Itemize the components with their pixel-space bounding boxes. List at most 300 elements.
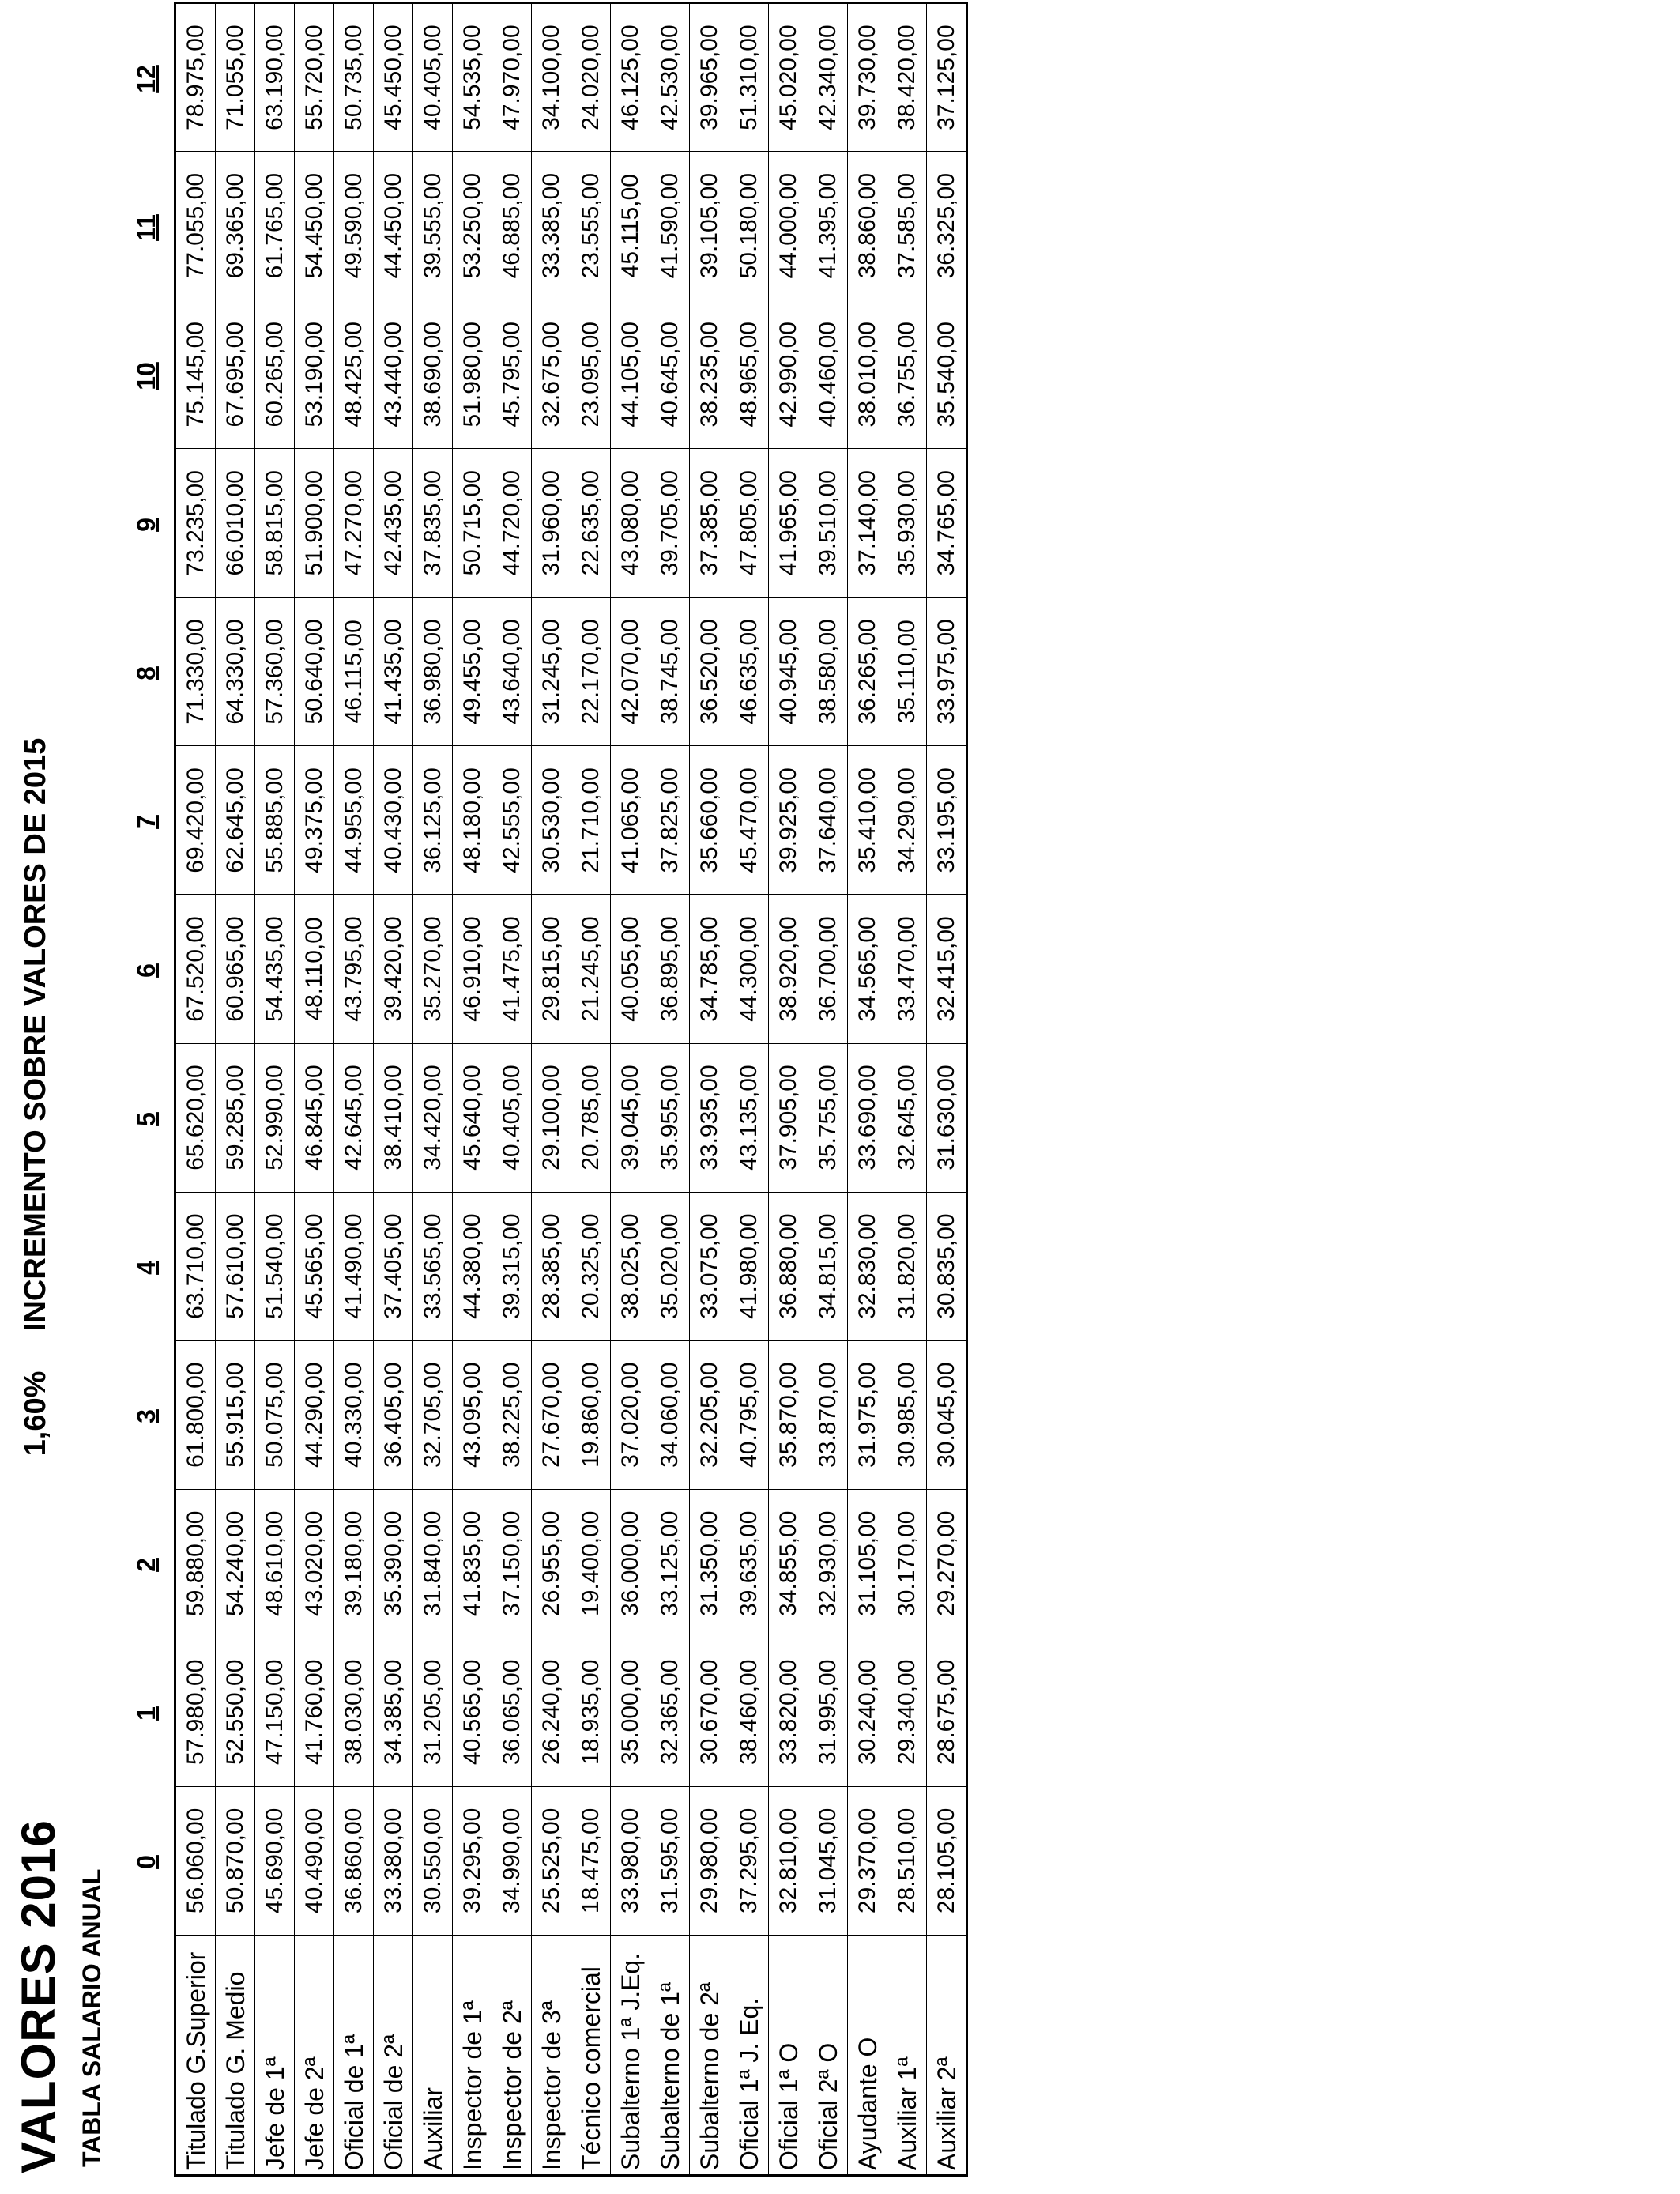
table-row: [690, 3, 729, 2176]
row-label: Auxiliar 2ª: [927, 1935, 967, 2175]
salary-cell: 30.170,00: [887, 1489, 927, 1638]
salary-cell: 45.470,00: [729, 746, 769, 895]
salary-cell: 41.760,00: [295, 1638, 334, 1786]
table-row: [255, 3, 295, 2176]
salary-cell: 34.565,00: [848, 895, 887, 1043]
salary-cell: 37.140,00: [848, 449, 887, 598]
salary-cell: 34.990,00: [492, 1786, 532, 1935]
table-row: [216, 3, 255, 2176]
salary-cell: 71.330,00: [175, 598, 216, 746]
salary-cell: 37.020,00: [611, 1340, 650, 1489]
salary-cell: 32.205,00: [690, 1340, 729, 1489]
salary-cell: 38.920,00: [769, 895, 808, 1043]
salary-cell: 33.975,00: [927, 598, 967, 746]
row-label: Jefe de 2ª: [295, 1935, 334, 2175]
salary-cell: 60.965,00: [216, 895, 255, 1043]
salary-cell: 42.435,00: [374, 449, 413, 598]
salary-cell: 54.450,00: [295, 152, 334, 300]
table-row: [453, 3, 492, 2176]
salary-cell: 28.675,00: [927, 1638, 967, 1786]
salary-cell: 57.610,00: [216, 1192, 255, 1340]
salary-cell: 49.455,00: [453, 598, 492, 746]
salary-cell: 44.720,00: [492, 449, 532, 598]
salary-cell: 35.955,00: [650, 1043, 690, 1192]
row-label: Inspector de 2ª: [492, 1935, 532, 2175]
salary-cell: 71.055,00: [216, 3, 255, 152]
salary-cell: 44.380,00: [453, 1192, 492, 1340]
salary-cell: 35.755,00: [808, 1043, 848, 1192]
salary-cell: 36.520,00: [690, 598, 729, 746]
table-subtitle: TABLA SALARIO ANUAL: [77, 1868, 106, 2167]
increment-note: [19, 0, 53, 2194]
salary-cell: 37.295,00: [729, 1786, 769, 1935]
salary-cell: 41.835,00: [453, 1489, 492, 1638]
salary-cell: 22.635,00: [571, 449, 611, 598]
salary-cell: 40.565,00: [453, 1638, 492, 1786]
salary-cell: 36.265,00: [848, 598, 887, 746]
salary-cell: 35.020,00: [650, 1192, 690, 1340]
salary-cell: 56.060,00: [175, 1786, 216, 1935]
salary-cell: 42.645,00: [334, 1043, 374, 1192]
column-header-4: 4: [132, 1261, 160, 1275]
column-header-8: 8: [132, 666, 160, 680]
salary-cell: 41.065,00: [611, 746, 650, 895]
salary-cell: 31.205,00: [413, 1638, 453, 1786]
salary-cell: 41.980,00: [729, 1192, 769, 1340]
salary-cell: 33.690,00: [848, 1043, 887, 1192]
column-header-3: 3: [132, 1409, 160, 1423]
salary-cell: 37.640,00: [808, 746, 848, 895]
salary-cell: 37.405,00: [374, 1192, 413, 1340]
salary-cell: 40.055,00: [611, 895, 650, 1043]
salary-cell: 29.980,00: [690, 1786, 729, 1935]
salary-cell: 37.825,00: [650, 746, 690, 895]
salary-cell: 18.475,00: [571, 1786, 611, 1935]
page-title: VALORES 2016: [12, 1819, 65, 2173]
salary-cell: 43.095,00: [453, 1340, 492, 1489]
salary-cell: 32.810,00: [769, 1786, 808, 1935]
table-row: [729, 3, 769, 2176]
salary-cell: 55.885,00: [255, 746, 295, 895]
salary-table: [174, 2, 968, 2177]
salary-cell: 39.555,00: [413, 152, 453, 300]
salary-cell: 36.860,00: [334, 1786, 374, 1935]
salary-cell: 41.490,00: [334, 1192, 374, 1340]
row-label: Subalterno de 1ª: [650, 1935, 690, 2175]
salary-cell: 38.690,00: [413, 300, 453, 449]
row-label: Ayudante O: [848, 1935, 887, 2175]
salary-cell: 57.980,00: [175, 1638, 216, 1786]
salary-cell: 44.450,00: [374, 152, 413, 300]
salary-cell: 40.430,00: [374, 746, 413, 895]
salary-cell: 44.105,00: [611, 300, 650, 449]
salary-cell: 40.405,00: [492, 1043, 532, 1192]
salary-cell: 32.930,00: [808, 1489, 848, 1638]
salary-cell: 54.435,00: [255, 895, 295, 1043]
salary-cell: 33.470,00: [887, 895, 927, 1043]
salary-cell: 39.315,00: [492, 1192, 532, 1340]
salary-cell: 45.565,00: [295, 1192, 334, 1340]
salary-cell: 50.640,00: [295, 598, 334, 746]
row-label: Oficial 1ª O: [769, 1935, 808, 2175]
salary-cell: 59.285,00: [216, 1043, 255, 1192]
salary-cell: 75.145,00: [175, 300, 216, 449]
salary-cell: 20.325,00: [571, 1192, 611, 1340]
table-row: [374, 3, 413, 2176]
salary-cell: 39.965,00: [690, 3, 729, 152]
column-header-0: 0: [132, 1855, 160, 1869]
salary-cell: 43.795,00: [334, 895, 374, 1043]
salary-cell: 35.660,00: [690, 746, 729, 895]
salary-cell: 65.620,00: [175, 1043, 216, 1192]
salary-cell: 51.540,00: [255, 1192, 295, 1340]
salary-cell: 63.710,00: [175, 1192, 216, 1340]
salary-cell: 48.110,00: [295, 895, 334, 1043]
salary-cell: 32.675,00: [532, 300, 571, 449]
salary-cell: 61.800,00: [175, 1340, 216, 1489]
salary-cell: 55.720,00: [295, 3, 334, 152]
salary-cell: 29.340,00: [887, 1638, 927, 1786]
salary-cell: 31.840,00: [413, 1489, 453, 1638]
salary-cell: 44.300,00: [729, 895, 769, 1043]
salary-cell: 30.240,00: [848, 1638, 887, 1786]
salary-cell: 46.115,00: [334, 598, 374, 746]
salary-cell: 50.075,00: [255, 1340, 295, 1489]
salary-cell: 77.055,00: [175, 152, 216, 300]
salary-cell: 36.125,00: [413, 746, 453, 895]
salary-cell: 19.400,00: [571, 1489, 611, 1638]
salary-cell: 35.270,00: [413, 895, 453, 1043]
salary-cell: 58.815,00: [255, 449, 295, 598]
salary-cell: 31.105,00: [848, 1489, 887, 1638]
column-header-5: 5: [132, 1112, 160, 1126]
salary-cell: 35.390,00: [374, 1489, 413, 1638]
row-label: Titulado G. Medio: [216, 1935, 255, 2175]
salary-cell: 64.330,00: [216, 598, 255, 746]
salary-cell: 27.670,00: [532, 1340, 571, 1489]
salary-cell: 42.990,00: [769, 300, 808, 449]
salary-cell: 33.565,00: [413, 1192, 453, 1340]
salary-cell: 28.385,00: [532, 1192, 571, 1340]
salary-cell: 45.795,00: [492, 300, 532, 449]
salary-cell: 34.765,00: [927, 449, 967, 598]
salary-cell: 69.420,00: [175, 746, 216, 895]
salary-cell: 40.795,00: [729, 1340, 769, 1489]
salary-cell: 29.370,00: [848, 1786, 887, 1935]
row-label: Oficial 1ª J. Eq.: [729, 1935, 769, 2175]
column-header-11: 11: [132, 214, 160, 241]
salary-cell: 51.900,00: [295, 449, 334, 598]
salary-cell: 31.350,00: [690, 1489, 729, 1638]
salary-cell: 35.870,00: [769, 1340, 808, 1489]
salary-cell: 31.595,00: [650, 1786, 690, 1935]
salary-cell: 44.955,00: [334, 746, 374, 895]
salary-cell: 48.610,00: [255, 1489, 295, 1638]
salary-cell: 32.365,00: [650, 1638, 690, 1786]
table-row: [334, 3, 374, 2176]
salary-cell: 67.520,00: [175, 895, 216, 1043]
salary-cell: 69.365,00: [216, 152, 255, 300]
salary-cell: 60.265,00: [255, 300, 295, 449]
row-label: Oficial 2ª O: [808, 1935, 848, 2175]
salary-cell: 39.420,00: [374, 895, 413, 1043]
salary-cell: 38.420,00: [887, 3, 927, 152]
salary-cell: 47.970,00: [492, 3, 532, 152]
salary-cell: 31.995,00: [808, 1638, 848, 1786]
salary-cell: 47.150,00: [255, 1638, 295, 1786]
salary-cell: 32.645,00: [887, 1043, 927, 1192]
salary-cell: 26.955,00: [532, 1489, 571, 1638]
salary-cell: 39.730,00: [848, 3, 887, 152]
salary-cell: 53.190,00: [295, 300, 334, 449]
column-header-7: 7: [132, 815, 160, 829]
salary-cell: 36.980,00: [413, 598, 453, 746]
salary-cell: 49.590,00: [334, 152, 374, 300]
salary-cell: 30.530,00: [532, 746, 571, 895]
table-row: [532, 3, 571, 2176]
table-row: [571, 3, 611, 2176]
salary-cell: 38.225,00: [492, 1340, 532, 1489]
salary-cell: 33.870,00: [808, 1340, 848, 1489]
salary-cell: 34.060,00: [650, 1340, 690, 1489]
salary-cell: 45.020,00: [769, 3, 808, 152]
salary-cell: 30.045,00: [927, 1340, 967, 1489]
salary-cell: 41.475,00: [492, 895, 532, 1043]
salary-cell: 55.915,00: [216, 1340, 255, 1489]
salary-cell: 31.820,00: [887, 1192, 927, 1340]
salary-cell: 31.630,00: [927, 1043, 967, 1192]
salary-cell: 42.340,00: [808, 3, 848, 152]
salary-cell: 33.380,00: [374, 1786, 413, 1935]
row-label: Titulado G.Superior: [175, 1935, 216, 2175]
salary-cell: 39.180,00: [334, 1489, 374, 1638]
salary-cell: 41.435,00: [374, 598, 413, 746]
salary-cell: 46.125,00: [611, 3, 650, 152]
salary-cell: 40.330,00: [334, 1340, 374, 1489]
salary-cell: 36.325,00: [927, 152, 967, 300]
row-label: Auxiliar 1ª: [887, 1935, 927, 2175]
salary-cell: 36.700,00: [808, 895, 848, 1043]
column-header-6: 6: [132, 963, 160, 978]
salary-cell: 40.405,00: [413, 3, 453, 152]
salary-cell: 43.080,00: [611, 449, 650, 598]
salary-cell: 36.000,00: [611, 1489, 650, 1638]
salary-cell: 24.020,00: [571, 3, 611, 152]
salary-cell: 35.540,00: [927, 300, 967, 449]
table-row: [611, 3, 650, 2176]
column-header-9: 9: [132, 518, 160, 532]
salary-cell: 21.245,00: [571, 895, 611, 1043]
salary-cell: 34.420,00: [413, 1043, 453, 1192]
salary-cell: 40.645,00: [650, 300, 690, 449]
salary-cell: 30.985,00: [887, 1340, 927, 1489]
salary-cell: 36.405,00: [374, 1340, 413, 1489]
salary-cell: 45.640,00: [453, 1043, 492, 1192]
salary-cell: 18.935,00: [571, 1638, 611, 1786]
salary-cell: 45.690,00: [255, 1786, 295, 1935]
salary-cell: 42.530,00: [650, 3, 690, 152]
salary-cell: 31.245,00: [532, 598, 571, 746]
row-label: Técnico comercial: [571, 1935, 611, 2175]
salary-cell: 32.705,00: [413, 1340, 453, 1489]
salary-cell: 46.635,00: [729, 598, 769, 746]
salary-cell: 67.695,00: [216, 300, 255, 449]
salary-cell: 66.010,00: [216, 449, 255, 598]
salary-cell: 23.095,00: [571, 300, 611, 449]
salary-cell: 29.100,00: [532, 1043, 571, 1192]
salary-cell: 29.815,00: [532, 895, 571, 1043]
salary-cell: 34.855,00: [769, 1489, 808, 1638]
salary-cell: 45.115,00: [611, 152, 650, 300]
salary-cell: 54.240,00: [216, 1489, 255, 1638]
salary-cell: 54.535,00: [453, 3, 492, 152]
salary-cell: 33.935,00: [690, 1043, 729, 1192]
table-row: [650, 3, 690, 2176]
row-label: Jefe de 1ª: [255, 1935, 295, 2175]
salary-cell: 33.385,00: [532, 152, 571, 300]
salary-cell: 39.925,00: [769, 746, 808, 895]
salary-cell: 30.670,00: [690, 1638, 729, 1786]
increment-text: INCREMENTO SOBRE VALORES DE 2015: [19, 737, 52, 1332]
salary-cell: 40.945,00: [769, 598, 808, 746]
table-row: [927, 3, 967, 2176]
salary-cell: 47.270,00: [334, 449, 374, 598]
row-label: Oficial de 2ª: [374, 1935, 413, 2175]
salary-cell: 48.425,00: [334, 300, 374, 449]
table-row: [769, 3, 808, 2176]
salary-cell: 53.250,00: [453, 152, 492, 300]
row-label: Auxiliar: [413, 1935, 453, 2175]
salary-cell: 30.835,00: [927, 1192, 967, 1340]
salary-cell: 38.745,00: [650, 598, 690, 746]
salary-cell: 32.415,00: [927, 895, 967, 1043]
salary-cell: 37.585,00: [887, 152, 927, 300]
salary-cell: 48.180,00: [453, 746, 492, 895]
salary-cell: 20.785,00: [571, 1043, 611, 1192]
salary-cell: 19.860,00: [571, 1340, 611, 1489]
salary-cell: 23.555,00: [571, 152, 611, 300]
salary-cell: 33.125,00: [650, 1489, 690, 1638]
salary-cell: 38.460,00: [729, 1638, 769, 1786]
salary-cell: 37.835,00: [413, 449, 453, 598]
table-row: [887, 3, 927, 2176]
column-header-row: [111, 0, 174, 2177]
salary-cell: 50.180,00: [729, 152, 769, 300]
salary-cell: 51.980,00: [453, 300, 492, 449]
salary-cell: 38.010,00: [848, 300, 887, 449]
column-header-2: 2: [132, 1558, 160, 1572]
salary-cell: 50.715,00: [453, 449, 492, 598]
salary-cell: 43.135,00: [729, 1043, 769, 1192]
salary-cell: 43.640,00: [492, 598, 532, 746]
salary-cell: 52.990,00: [255, 1043, 295, 1192]
salary-cell: 33.075,00: [690, 1192, 729, 1340]
salary-cell: 31.960,00: [532, 449, 571, 598]
salary-cell: 31.045,00: [808, 1786, 848, 1935]
salary-cell: 47.805,00: [729, 449, 769, 598]
salary-cell: 37.150,00: [492, 1489, 532, 1638]
column-header-10: 10: [132, 362, 160, 390]
salary-cell: 26.240,00: [532, 1638, 571, 1786]
salary-cell: 73.235,00: [175, 449, 216, 598]
salary-cell: 41.965,00: [769, 449, 808, 598]
salary-cell: 39.105,00: [690, 152, 729, 300]
column-header-1: 1: [132, 1706, 160, 1721]
table-row: [413, 3, 453, 2176]
salary-cell: 44.290,00: [295, 1340, 334, 1489]
salary-cell: 34.100,00: [532, 3, 571, 152]
salary-cell: 34.385,00: [374, 1638, 413, 1786]
salary-cell: 36.880,00: [769, 1192, 808, 1340]
salary-cell: 50.870,00: [216, 1786, 255, 1935]
salary-cell: 30.550,00: [413, 1786, 453, 1935]
salary-cell: 35.930,00: [887, 449, 927, 598]
salary-cell: 39.705,00: [650, 449, 690, 598]
salary-cell: 22.170,00: [571, 598, 611, 746]
salary-cell: 38.860,00: [848, 152, 887, 300]
salary-cell: 34.785,00: [690, 895, 729, 1043]
salary-cell: 44.000,00: [769, 152, 808, 300]
salary-cell: 32.830,00: [848, 1192, 887, 1340]
row-label: Oficial de 1ª: [334, 1935, 374, 2175]
salary-cell: 46.845,00: [295, 1043, 334, 1192]
increment-percent: 1,60%: [19, 1370, 52, 1457]
salary-cell: 50.735,00: [334, 3, 374, 152]
salary-cell: 37.125,00: [927, 3, 967, 152]
salary-cell: 51.310,00: [729, 3, 769, 152]
table-row: [492, 3, 532, 2176]
salary-cell: 41.590,00: [650, 152, 690, 300]
salary-cell: 36.755,00: [887, 300, 927, 449]
salary-cell: 42.070,00: [611, 598, 650, 746]
salary-cell: 46.885,00: [492, 152, 532, 300]
column-header-12: 12: [132, 65, 160, 93]
salary-cell: 46.910,00: [453, 895, 492, 1043]
salary-cell: 38.580,00: [808, 598, 848, 746]
salary-cell: 36.065,00: [492, 1638, 532, 1786]
salary-cell: 48.965,00: [729, 300, 769, 449]
salary-cell: 62.645,00: [216, 746, 255, 895]
salary-cell: 45.450,00: [374, 3, 413, 152]
row-label: Subalterno de 2ª: [690, 1935, 729, 2175]
salary-cell: 31.975,00: [848, 1340, 887, 1489]
salary-cell: 40.490,00: [295, 1786, 334, 1935]
salary-cell: 33.980,00: [611, 1786, 650, 1935]
salary-cell: 40.460,00: [808, 300, 848, 449]
salary-cell: 52.550,00: [216, 1638, 255, 1786]
row-label: Inspector de 1ª: [453, 1935, 492, 2175]
salary-cell: 41.395,00: [808, 152, 848, 300]
salary-cell: 28.510,00: [887, 1786, 927, 1935]
salary-cell: 33.195,00: [927, 746, 967, 895]
salary-cell: 59.880,00: [175, 1489, 216, 1638]
salary-cell: 43.020,00: [295, 1489, 334, 1638]
salary-cell: 39.045,00: [611, 1043, 650, 1192]
salary-cell: 35.410,00: [848, 746, 887, 895]
table-row: [848, 3, 887, 2176]
salary-cell: 63.190,00: [255, 3, 295, 152]
salary-cell: 37.905,00: [769, 1043, 808, 1192]
salary-cell: 21.710,00: [571, 746, 611, 895]
salary-cell: 38.025,00: [611, 1192, 650, 1340]
table-row: [808, 3, 848, 2176]
salary-cell: 78.975,00: [175, 3, 216, 152]
salary-cell: 35.110,00: [887, 598, 927, 746]
salary-cell: 61.765,00: [255, 152, 295, 300]
salary-cell: 29.270,00: [927, 1489, 967, 1638]
salary-cell: 38.410,00: [374, 1043, 413, 1192]
salary-cell: 39.510,00: [808, 449, 848, 598]
